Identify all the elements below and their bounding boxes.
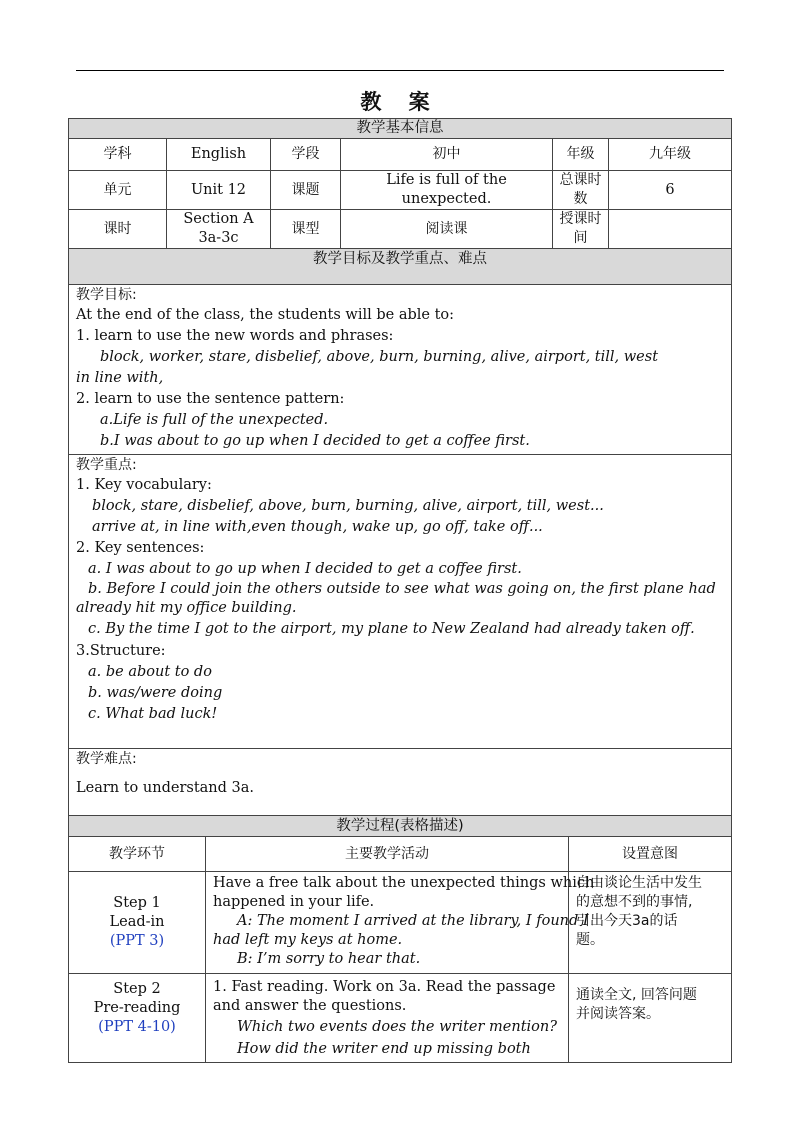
basic-info-header: 教学基本信息: [69, 119, 732, 139]
goals-header: 教学目标及教学重点、难点: [69, 249, 732, 285]
purpose-line: 引出今天3a的话: [576, 913, 678, 929]
cell-unit-value: Unit 12: [167, 171, 271, 210]
objectives-line: block, worker, stare, disbelief, above, burn, burning, alive, airport, till, west: [100, 349, 659, 365]
key-points-line: b. Before I could join the others outside to see what was going on, the first plane had: [88, 581, 716, 597]
activity-line: How did the writer end up missing both: [237, 1041, 531, 1057]
cell-total-hours-label: 总课时数: [553, 171, 609, 210]
key-points-line: 2. Key sentences:: [76, 540, 205, 556]
objectives-line: 1. learn to use the new words and phrases:: [76, 328, 394, 344]
key-points-line: a. be about to do: [88, 664, 212, 680]
cell-type-label: 课型: [271, 210, 341, 249]
purpose-cell: [569, 872, 732, 974]
cell-total-hours-value: 6: [609, 171, 732, 210]
cell-topic-value: Life is full of the unexpected.: [341, 171, 553, 210]
key-points-line: 3.Structure:: [76, 643, 166, 659]
col-header-purpose: 设置意图: [569, 837, 732, 872]
step-number: Step 1: [113, 895, 161, 911]
step-name: Pre-reading: [93, 1000, 181, 1016]
cell-period-label: 课时: [69, 210, 167, 249]
cell-topic-label: 课题: [271, 171, 341, 210]
cell-grade-value: 九年级: [609, 139, 732, 171]
activity-line: had left my keys at home.: [213, 932, 403, 948]
col-header-activity: 主要教学活动: [206, 837, 569, 872]
document-title: 教 案: [360, 89, 440, 114]
key-points-line: already hit my office building.: [76, 600, 297, 616]
objectives-title: 教学目标:: [76, 287, 137, 303]
lesson-plan-table: [68, 118, 731, 1063]
step-ppt-ref: (PPT 4-10): [98, 1019, 176, 1035]
activity-cell: [206, 872, 595, 974]
process-header: 教学过程(表格描述): [69, 816, 732, 837]
activity-line: 1. Fast reading. Work on 3a. Read the passage: [213, 979, 556, 995]
cell-period-value: Section A 3a-3c: [167, 210, 271, 249]
cell-unit-label: 单元: [69, 171, 167, 210]
key-points-line: block, stare, disbelief, above, burn, burning, alive, airport, till, west...: [92, 498, 604, 514]
objectives-line: At the end of the class, the students will be able to:: [76, 307, 455, 323]
cell-stage-label: 学段: [271, 139, 341, 171]
cell-subject-label: 学科: [69, 139, 167, 171]
activity-line: A: The moment I arrived at the library, I found I: [237, 913, 589, 929]
key-points-line: arrive at, in line with,even though, wake up, go off, take off...: [92, 519, 543, 535]
activity-line: happened in your life.: [213, 894, 375, 910]
key-points-line: c. What bad luck!: [88, 706, 218, 722]
difficulties-title: 教学难点:: [76, 751, 137, 767]
key-points-line: c. By the time I got to the airport, my plane to New Zealand had already taken off.: [88, 621, 695, 637]
purpose-line: 通读全文, 回答问题: [576, 987, 697, 1003]
cell-type-value: 阅读课: [341, 210, 553, 249]
cell-stage-value: 初中: [341, 139, 553, 171]
table-row: [69, 974, 732, 1063]
objectives-line: in line with,: [76, 370, 164, 386]
purpose-line: 题。: [576, 932, 604, 948]
activity-line: Have a free talk about the unexpected things which: [213, 875, 595, 891]
top-rule: [76, 70, 724, 71]
difficulties-cell: [69, 749, 732, 816]
cell-subject-value: English: [167, 139, 271, 171]
step-ppt-ref: (PPT 3): [109, 933, 165, 949]
activity-line: Which two events does the writer mention?: [237, 1019, 557, 1035]
objectives-line: a.Life is full of the unexpected.: [100, 412, 329, 428]
cell-time-value: [609, 210, 732, 249]
cell-time-label: 授课时间: [553, 210, 609, 249]
activity-line: and answer the questions.: [213, 998, 407, 1014]
purpose-line: 自由谈论生活中发生: [576, 875, 702, 891]
table-row: [69, 872, 732, 974]
objectives-cell: [69, 285, 732, 455]
key-points-title: 教学重点:: [76, 457, 137, 473]
key-points-line: 1. Key vocabulary:: [76, 477, 212, 493]
difficulties-text: Learn to understand 3a.: [76, 780, 254, 796]
cell-grade-label: 年级: [553, 139, 609, 171]
key-points-line: a. I was about to go up when I decided to get a coffee first.: [88, 561, 522, 577]
activity-line: B: I’m sorry to hear that.: [237, 951, 421, 967]
step-number: Step 2: [113, 981, 161, 997]
purpose-cell: [569, 974, 732, 1063]
key-points-line: b. was/were doing: [88, 685, 223, 701]
step-cell: [69, 974, 206, 1063]
activity-cell: [206, 974, 569, 1063]
purpose-line: 的意想不到的事情,: [576, 894, 693, 910]
objectives-line: b.I was about to go up when I decided to get a coffee first.: [100, 433, 530, 449]
step-cell: [69, 872, 206, 974]
step-name: Lead-in: [109, 914, 165, 930]
purpose-line: 并阅读答案。: [576, 1006, 660, 1022]
col-header-stage: 教学环节: [69, 837, 206, 872]
key-points-cell: [69, 455, 732, 749]
objectives-line: 2. learn to use the sentence pattern:: [76, 391, 345, 407]
